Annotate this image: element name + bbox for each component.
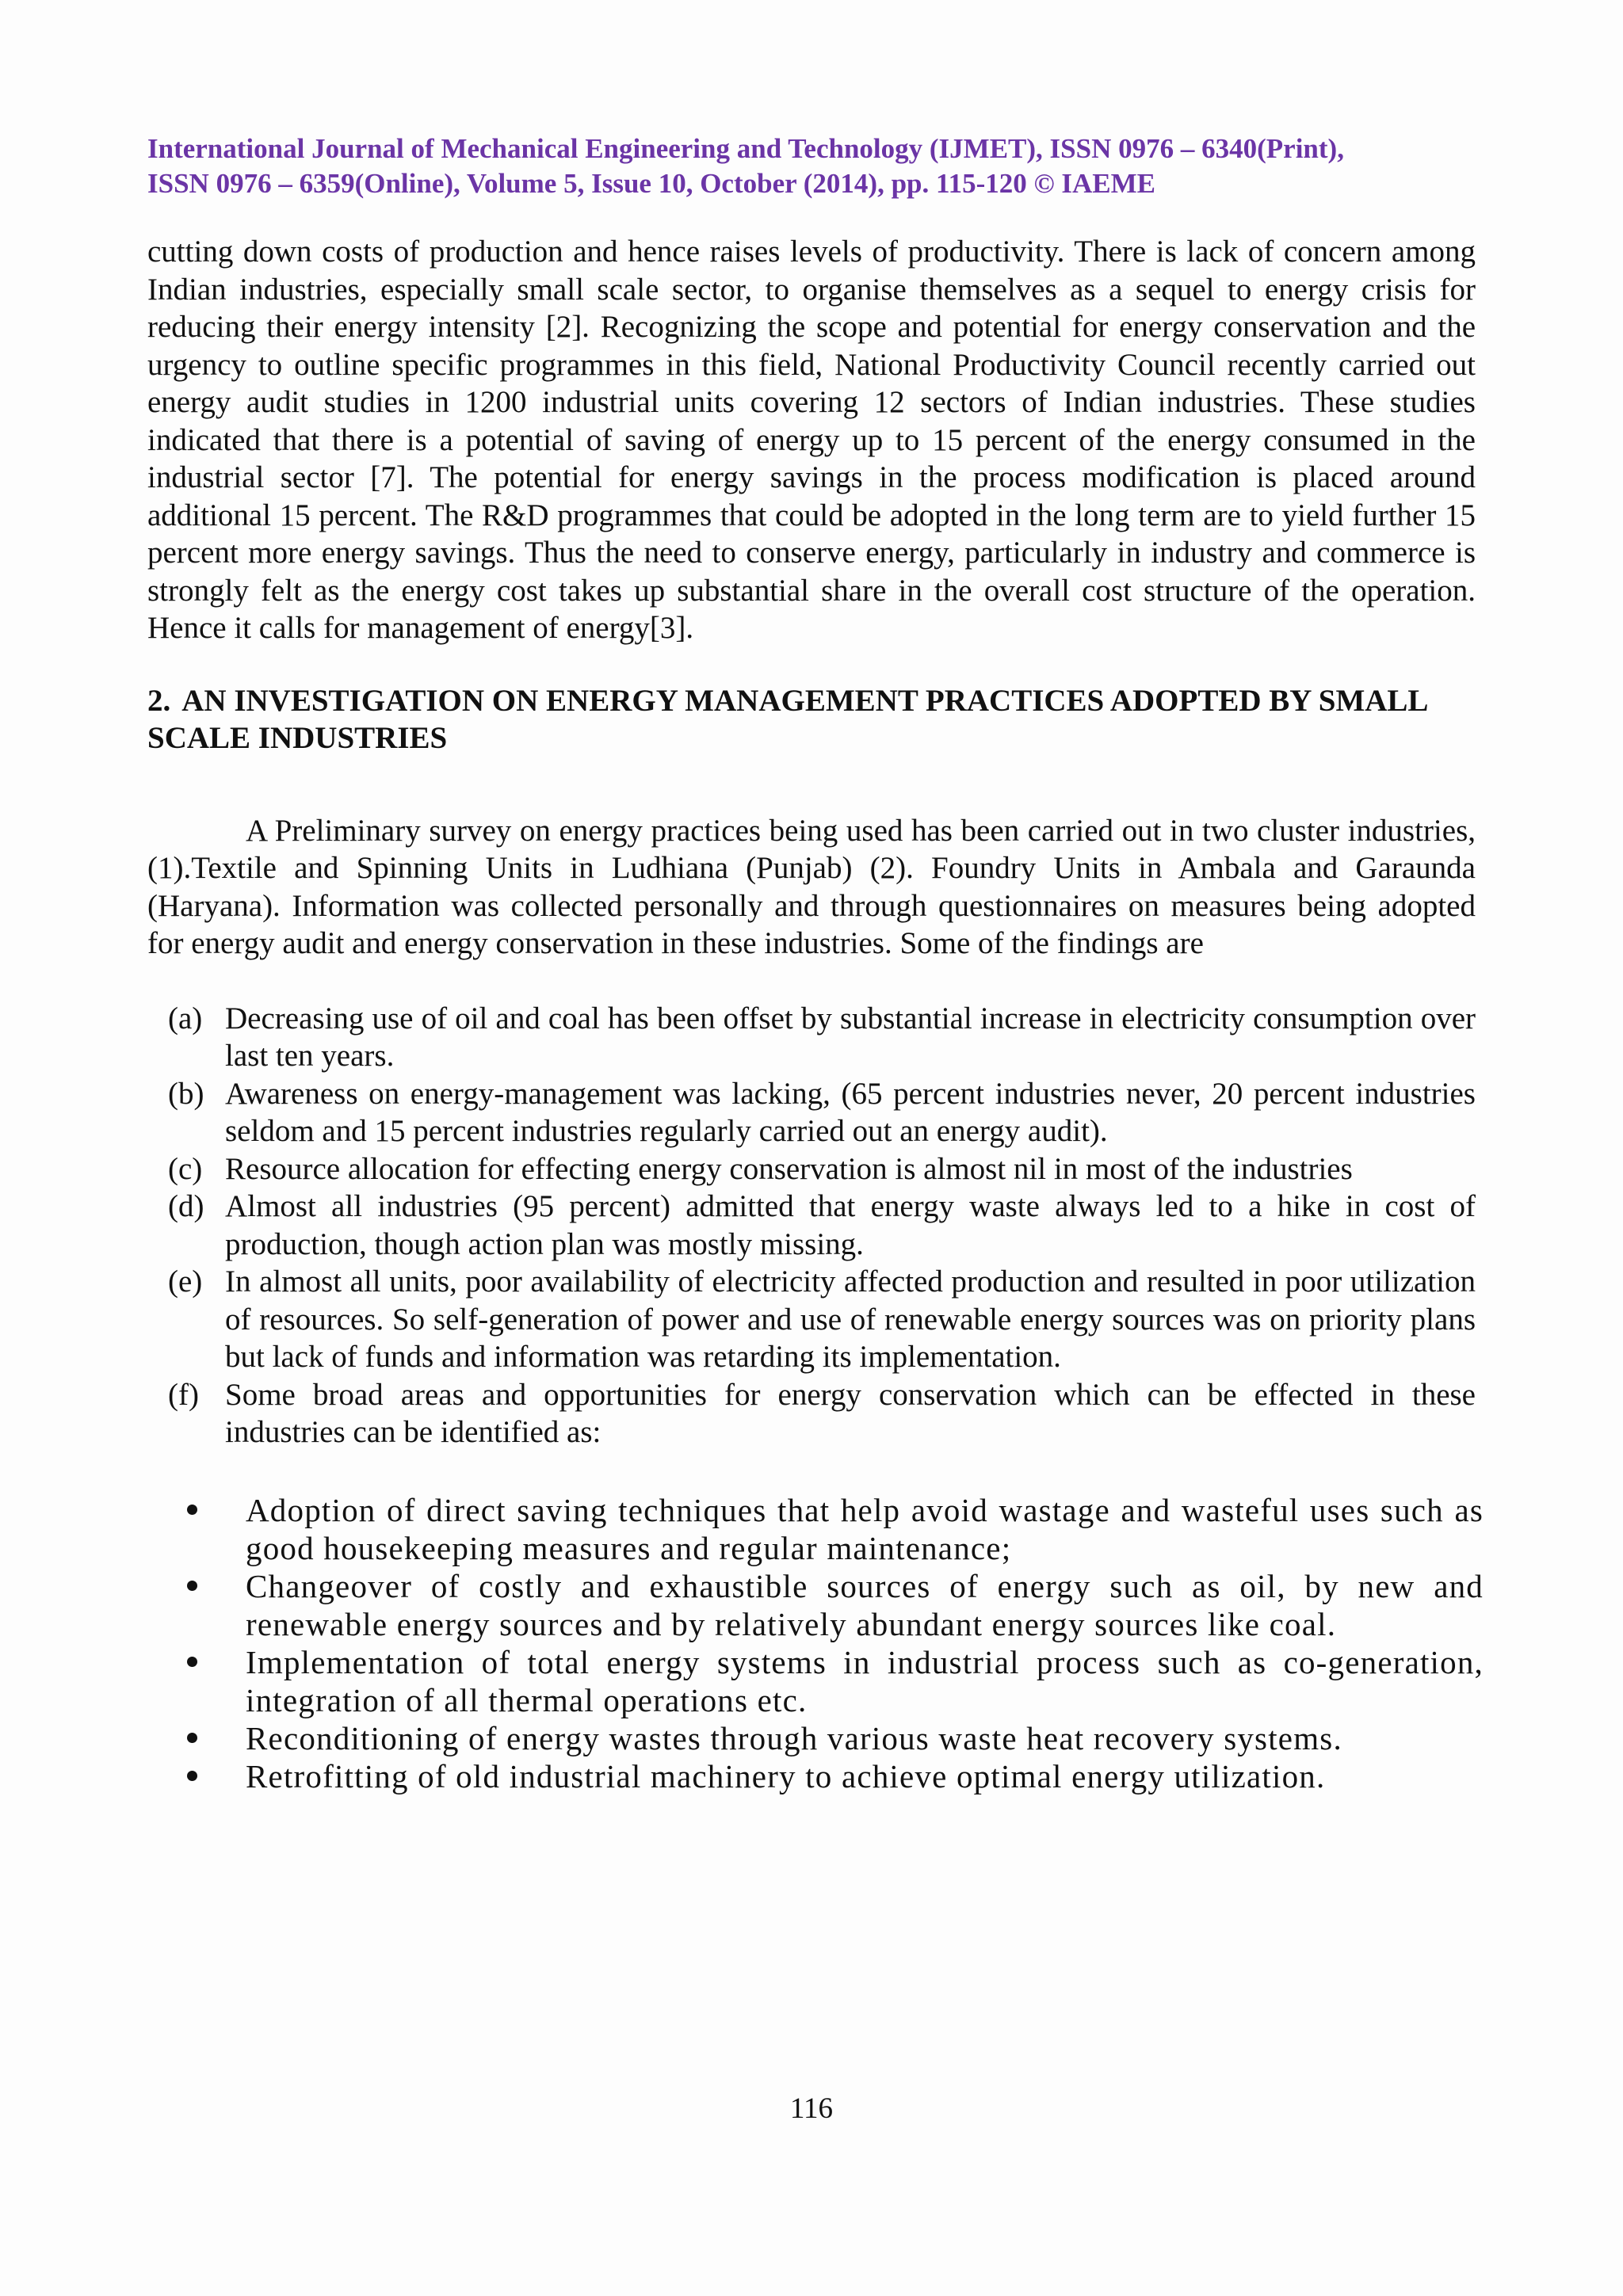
- bullet-icon: [187, 1581, 197, 1591]
- section-heading: [147, 682, 1476, 757]
- page-number: 116: [789, 2092, 834, 2125]
- finding-item: [147, 1188, 1476, 1263]
- finding-text: Almost all industries (95 percent) admitted that energy waste always led to a hike in cost of production, though action plan was mostly missing.: [225, 1189, 1476, 1261]
- opportunity-item: [147, 1757, 1484, 1795]
- opportunity-text: Implementation of total energy systems in industrial process such as co-generation, integration of all thermal operations etc.: [246, 1643, 1484, 1718]
- finding-item: [147, 1150, 1476, 1188]
- finding-text: Some broad areas and opportunities for energy conservation which can be effected in these industries can be identified as:: [225, 1377, 1476, 1449]
- journal-header: [147, 132, 1479, 201]
- finding-label: (c): [168, 1151, 203, 1186]
- finding-label: (e): [168, 1264, 203, 1299]
- finding-item: [147, 1075, 1476, 1150]
- opportunities-list: [147, 1491, 1484, 1795]
- finding-label: (d): [168, 1189, 204, 1223]
- opportunity-item: [147, 1491, 1484, 1567]
- finding-item: [147, 1376, 1476, 1451]
- finding-item: [147, 1263, 1476, 1376]
- opportunity-text: Adoption of direct saving techniques that help avoid wastage and wasteful uses such as good housekeeping measures and regular maintenance;: [246, 1491, 1484, 1566]
- page-content: [147, 233, 1484, 1795]
- bullet-icon: [187, 1505, 197, 1515]
- bullet-icon: [187, 1657, 197, 1667]
- section-number: 2.: [147, 683, 171, 718]
- finding-item: [147, 1000, 1476, 1075]
- section-intro-paragraph: A Preliminary survey on energy practices being used has been carried out in two cluster industries, (1).Textile and Spinning Units in Ludhiana (Punjab) (2). Foundry Units in Ambala and Garaunda (Haryana). Information was collected personally and through questionnaires on measures being adopted for energy audit and energy conservation in these industries. Some of the findings are: [147, 813, 1476, 960]
- continuation-paragraph: cutting down costs of production and hence raises levels of productivity. There is lack of concern among Indian industries, especially small scale sector, to organise themselves as a sequel to energy crisis for reducing their energy intensity [2]. Recognizing the scope and potential for energy conservation and the urgency to outline specific programmes in this field, National Productivity Council recently carried out energy audit studies in 1200 industrial units covering 12 sectors of Indian industries. These studies indicated that there is a potential of saving of energy up to 15 percent of the energy consumed in the industrial sector [7]. The potential for energy savings in the process modification is placed around additional 15 percent. The R&D programmes that could be adopted in the long term are to yield further 15 percent more energy savings. Thus the need to conserve energy, particularly in industry and commerce is strongly felt as the energy cost takes up substantial share in the overall cost structure of the operation. Hence it calls for management of energy[3].: [147, 235, 1476, 645]
- journal-header-line-1: International Journal of Mechanical Engineering and Technology (IJMET), ISSN 0976 – 6340(Print),: [147, 133, 1344, 164]
- finding-label: (a): [168, 1001, 203, 1035]
- bullet-icon: [187, 1733, 197, 1743]
- opportunity-text: Retrofitting of old industrial machinery to achieve optimal energy utilization.: [246, 1757, 1326, 1794]
- opportunity-item: [147, 1643, 1484, 1719]
- finding-text: Decreasing use of oil and coal has been offset by substantial increase in electricity consumption over last ten years.: [225, 1001, 1476, 1073]
- opportunity-item: [147, 1719, 1484, 1757]
- finding-text: Awareness on energy-management was lacking, (65 percent industries never, 20 percent industries seldom and 15 percent industries regularly carried out an energy audit).: [225, 1076, 1476, 1148]
- opportunity-text: Reconditioning of energy wastes through various waste heat recovery systems.: [246, 1719, 1342, 1756]
- bullet-icon: [187, 1771, 197, 1781]
- opportunity-text: Changeover of costly and exhaustible sources of energy such as oil, by new and renewable energy sources and by relatively abundant energy sources like coal.: [246, 1567, 1484, 1642]
- finding-text: Resource allocation for effecting energy conservation is almost nil in most of the industries: [225, 1151, 1353, 1186]
- finding-label: (b): [168, 1076, 204, 1111]
- findings-list: [147, 1000, 1476, 1451]
- journal-header-line-2: ISSN 0976 – 6359(Online), Volume 5, Issue 10, October (2014), pp. 115-120 © IAEME: [147, 168, 1155, 199]
- finding-text: In almost all units, poor availability of electricity affected production and resulted in poor utilization of resources. So self-generation of power and use of renewable energy sources was on priority plans but lack of funds and information was retarding its implementation.: [225, 1264, 1476, 1374]
- opportunity-item: [147, 1567, 1484, 1643]
- section-title: AN INVESTIGATION ON ENERGY MANAGEMENT PRACTICES ADOPTED BY SMALL SCALE INDUSTRIES: [147, 683, 1427, 755]
- finding-label: (f): [168, 1377, 199, 1412]
